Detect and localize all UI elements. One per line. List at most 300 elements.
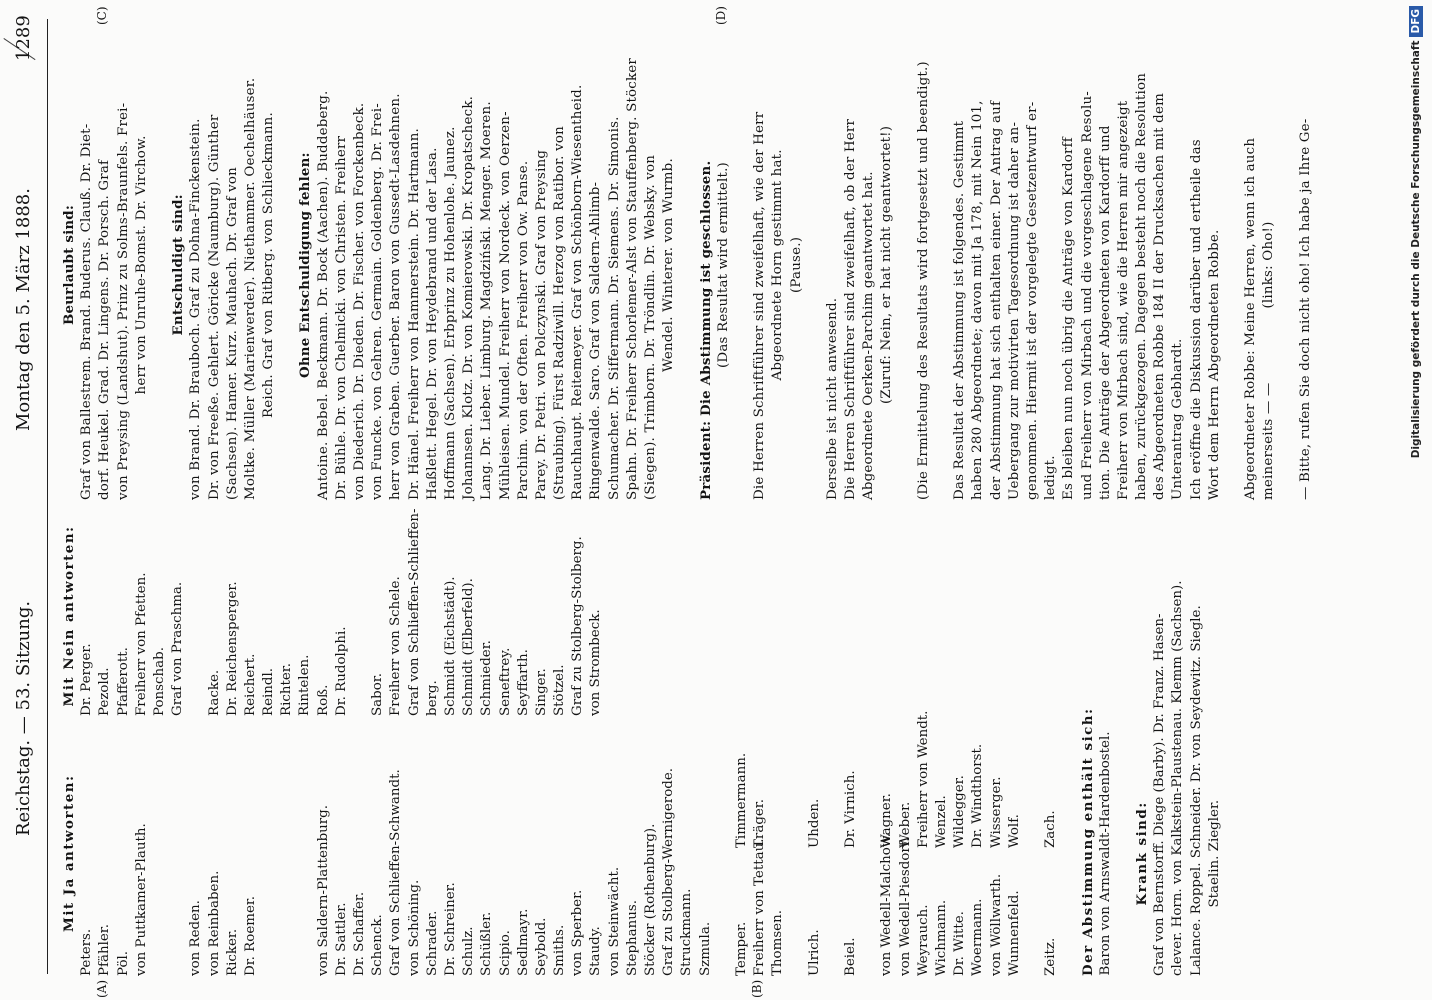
column-absences-and-minutes bbox=[60, 30, 1315, 500]
line-text: Sabor. bbox=[370, 673, 386, 716]
line-text: — Bitte, rufen Sie doch nicht oho! Ich habe ja Ihre Ge- bbox=[1297, 118, 1313, 500]
line-text: Roß. bbox=[315, 684, 331, 716]
text-line bbox=[278, 30, 296, 500]
line-text: von Sperber. bbox=[570, 889, 586, 976]
text-line bbox=[533, 516, 551, 716]
text-line bbox=[751, 731, 769, 976]
line-text: genommen. Hiermit ist der vorgelegte Gesetzentwurf er- bbox=[1024, 101, 1040, 500]
line-text: Graf zu Stolberg-Wernigerode. bbox=[661, 767, 677, 976]
text-line bbox=[187, 731, 205, 976]
column-no-votes bbox=[60, 508, 606, 716]
text-line bbox=[169, 731, 187, 976]
line-text: Abgeordnete Horn gestimmt hat. bbox=[770, 149, 786, 381]
line-text: von Puttkamer-Plauth. bbox=[133, 823, 149, 976]
text-line bbox=[187, 30, 205, 500]
text-line bbox=[369, 731, 387, 976]
text-line bbox=[969, 731, 987, 976]
line-text-right: Wisserger. bbox=[988, 776, 1004, 848]
text-line bbox=[406, 508, 424, 716]
text-line bbox=[878, 30, 896, 500]
text-line bbox=[933, 30, 951, 500]
line-text-right: (links: Oho!) bbox=[1261, 221, 1277, 309]
line-text: Seybold. bbox=[533, 917, 549, 976]
line-text: Freiherr von Pfetten. bbox=[133, 572, 149, 716]
text-line bbox=[296, 30, 314, 500]
line-text: des Abgeordneten Robbe 184 II der Drucksachen mit dem bbox=[1152, 93, 1168, 500]
text-line bbox=[515, 30, 533, 500]
text-line bbox=[1151, 613, 1169, 976]
text-line bbox=[387, 30, 405, 500]
text-line bbox=[224, 731, 242, 976]
line-text: von Strombeck. bbox=[588, 609, 604, 716]
line-text: (Die Ermittelung des Resultats wird fortgesetzt und beendigt.) bbox=[915, 61, 931, 500]
text-line bbox=[624, 30, 642, 500]
text-line bbox=[442, 731, 460, 976]
line-text: Dr. Schreiner. bbox=[442, 882, 458, 976]
running-header bbox=[13, 15, 41, 976]
text-line bbox=[1206, 30, 1224, 500]
text-line bbox=[369, 516, 387, 716]
text-line bbox=[278, 516, 296, 716]
line-text: Reindl. bbox=[261, 667, 277, 716]
text-line bbox=[1188, 605, 1206, 976]
line-text: Dr. Reichensperger. bbox=[224, 581, 240, 716]
text-line bbox=[915, 710, 933, 976]
line-text: Baron von Arnswaldt-Hardenbostel. bbox=[1097, 731, 1113, 976]
line-text: Temper. bbox=[733, 921, 749, 976]
text-line bbox=[260, 30, 278, 500]
text-line bbox=[551, 516, 569, 716]
line-text: Dr. Sattler. bbox=[333, 902, 349, 976]
text-line bbox=[387, 731, 405, 976]
line-text: Pöl. bbox=[115, 950, 131, 976]
line-text: (Das Resultat wird ermittelt.) bbox=[715, 162, 731, 368]
line-text: Ringenwalde. Saro. Graf von Saldern-Ahlimb- bbox=[588, 181, 604, 500]
text-line bbox=[1133, 30, 1151, 500]
text-line bbox=[278, 731, 296, 976]
line-text: Es bleiben nun noch übrig die Anträge von Kardorff bbox=[1061, 137, 1077, 500]
line-text: Abgeordneter Robbe: Meine Herren, wenn ich auch bbox=[1243, 137, 1259, 500]
text-line bbox=[551, 731, 569, 976]
line-text-right: Dr. Windthorst. bbox=[970, 743, 986, 848]
line-text: Woermann. bbox=[970, 898, 986, 976]
text-line bbox=[387, 516, 405, 716]
text-line bbox=[115, 516, 133, 716]
text-line bbox=[988, 731, 1006, 976]
text-line bbox=[442, 30, 460, 500]
line-text: dorf. Heukel. Grad. Dr. Lingens. Dr. Porsch. Graf bbox=[97, 159, 113, 500]
text-line bbox=[806, 30, 824, 500]
line-text: Derselbe ist nicht anwesend. bbox=[824, 297, 840, 500]
line-text: Schumacher. Dr. Siffermann. Dr. Siemens. Dr. Simonis. bbox=[606, 116, 622, 500]
line-text: von Funcke. von Gehren. Germain. Goldenberg. Dr. Frei- bbox=[370, 103, 386, 500]
line-text: herr von Graben. Guerber. Baron von Gussedt-Lasdehnen. bbox=[388, 93, 404, 500]
text-line bbox=[351, 731, 369, 976]
line-text: Schrader. bbox=[424, 910, 440, 976]
text-line bbox=[96, 731, 114, 976]
line-text: Smiths. bbox=[552, 924, 568, 976]
text-line bbox=[169, 516, 187, 716]
line-text: Wendel. Winterer. von Wurmb. bbox=[661, 158, 677, 372]
text-line bbox=[1060, 731, 1078, 976]
line-text: Seneftrey. bbox=[497, 647, 513, 716]
text-line bbox=[460, 516, 478, 716]
text-line bbox=[351, 30, 369, 500]
line-text: von Diederich. Dr. Dieden. Dr. Fischer. von Forckenbeck. bbox=[352, 102, 367, 500]
text-line bbox=[1097, 731, 1115, 976]
margin-mark-a: (A) bbox=[95, 979, 109, 998]
text-line bbox=[788, 30, 806, 500]
text-line bbox=[988, 30, 1006, 500]
line-text: Peters. bbox=[79, 928, 95, 976]
text-line bbox=[678, 30, 696, 500]
line-text: Wort dem Herrn Abgeordneten Robbe. bbox=[1206, 229, 1222, 500]
line-text: Schüßler. bbox=[479, 911, 495, 976]
line-text: Wichmann. bbox=[934, 899, 949, 976]
line-text: Sedlmayr. bbox=[515, 908, 531, 976]
line-text: Freiherr von Mirbach sind, wie die Herren mir angezeigt bbox=[1115, 100, 1131, 500]
text-line bbox=[569, 731, 587, 976]
line-text: von Wedell-Malchow. bbox=[879, 833, 895, 976]
line-text: Abgeordnete Oerken-Parchim geantwortet hat. bbox=[861, 171, 877, 500]
text-line bbox=[587, 731, 605, 976]
line-text: Freiherr von Schele. bbox=[388, 576, 404, 716]
text-line bbox=[1060, 30, 1078, 500]
text-line bbox=[1042, 731, 1060, 976]
line-text: Ricker. bbox=[224, 928, 240, 976]
line-text: Rintelen. bbox=[297, 654, 313, 716]
line-text: Reichert. bbox=[242, 653, 258, 716]
text-line bbox=[515, 516, 533, 716]
text-line bbox=[915, 30, 933, 500]
text-line bbox=[333, 731, 351, 976]
text-line bbox=[1042, 30, 1060, 500]
text-line bbox=[315, 731, 333, 976]
line-text: Singer. bbox=[533, 668, 549, 716]
text-line bbox=[497, 30, 515, 500]
text-line bbox=[187, 516, 205, 716]
text-line bbox=[151, 731, 169, 976]
line-text: der Abstimmung hat sich enthalten einer. Der Antrag auf bbox=[988, 100, 1004, 500]
text-line bbox=[478, 516, 496, 716]
text-line bbox=[96, 516, 114, 716]
line-text-right: Timmermann. bbox=[733, 752, 749, 848]
line-text: Das Resultat der Abstimmung ist folgendes. Gestimmt bbox=[952, 120, 968, 500]
text-line bbox=[1024, 30, 1042, 500]
text-line bbox=[133, 30, 151, 500]
section-heading: Der Abstimmung enthält sich: bbox=[1079, 707, 1096, 976]
line-text: (Sachsen). Hamer. Kurz. Mauhach. Dr. Graf von bbox=[224, 167, 240, 500]
text-line bbox=[151, 516, 169, 716]
text-line bbox=[315, 516, 333, 716]
line-text: Die Herren Schriftführer sind zweifelhaft, ob der Herr bbox=[843, 118, 859, 500]
text-line bbox=[788, 731, 806, 976]
line-text: meinerseits — — bbox=[1261, 382, 1277, 500]
text-line bbox=[1260, 30, 1278, 500]
text-line bbox=[224, 516, 242, 716]
section-heading: Beurlaubt sind: bbox=[61, 204, 77, 325]
text-line bbox=[206, 30, 224, 500]
line-text-right: Zach. bbox=[1043, 810, 1059, 848]
text-line bbox=[442, 516, 460, 716]
line-text: Thomsen. bbox=[770, 910, 786, 976]
margin-mark-d: (D) bbox=[714, 6, 728, 25]
line-text: Dr. von Freeße. Gehlert. Göricke (Naumburg). Günther bbox=[206, 114, 222, 500]
line-text: Stöcker (Rothenburg). bbox=[643, 823, 658, 976]
text-line bbox=[78, 30, 96, 500]
text-line bbox=[296, 731, 314, 976]
line-text: Schmidt (Elberfeld). bbox=[461, 578, 477, 716]
line-text: Racke. bbox=[206, 669, 222, 716]
line-text: Johannsen. Klotz. Dr. von Komierowski. Dr. Kropatscheck. bbox=[461, 95, 477, 500]
text-line bbox=[569, 30, 587, 500]
line-text: Antoine. Bebel. Beckmann. Dr. Bock (Aachen). Buddeberg. bbox=[315, 90, 331, 500]
margin-mark-b: (B) bbox=[750, 979, 764, 998]
text-line bbox=[660, 731, 678, 976]
text-line bbox=[878, 731, 896, 976]
line-text: Die Herren Schriftführer sind zweifelhaft, wie der Herr bbox=[752, 111, 768, 500]
text-line bbox=[715, 731, 733, 976]
line-text-right: Träger. bbox=[752, 799, 768, 848]
text-line bbox=[951, 30, 969, 500]
text-line bbox=[715, 30, 733, 500]
line-text: Parchim. von der Often. Freiherr von Ow. Panse. bbox=[515, 160, 531, 500]
line-text: Pfähler. bbox=[97, 924, 113, 976]
text-line bbox=[697, 731, 715, 976]
header-page-number: 1289 bbox=[13, 15, 34, 61]
text-line bbox=[206, 516, 224, 716]
text-line bbox=[1115, 30, 1133, 500]
section-heading: Krank sind: bbox=[1134, 801, 1151, 906]
text-line bbox=[824, 731, 842, 976]
text-line bbox=[806, 731, 824, 976]
text-line bbox=[333, 30, 351, 500]
text-line bbox=[769, 731, 787, 976]
text-line bbox=[206, 731, 224, 976]
line-text: Mühleisen. Mundel. Freiherr von Nordeck. von Oerzen- bbox=[497, 111, 513, 500]
line-text: Schulz. bbox=[461, 926, 477, 976]
line-text: von Reden. bbox=[188, 900, 204, 976]
line-text: Scipio. bbox=[497, 930, 513, 976]
text-line bbox=[660, 30, 678, 500]
dfg-logo: DFG bbox=[1409, 6, 1423, 37]
text-line bbox=[733, 731, 751, 976]
text-line bbox=[1169, 30, 1187, 500]
text-line bbox=[933, 731, 951, 976]
credit-text: Digitalisierung gefördert durch die Deutsche Forschungsgemeinschaft bbox=[1410, 40, 1422, 459]
text-line bbox=[60, 731, 78, 976]
line-text: Stötzel. bbox=[552, 664, 568, 716]
line-text-right: Uhden. bbox=[806, 798, 822, 848]
line-text: Spahn. Dr. Freiherr Schorlemer-Alst von Stauffenberg. Stöcker bbox=[624, 57, 640, 500]
text-line bbox=[315, 30, 333, 500]
line-text: Graf von Bernstorff. Diege (Barby). Dr. Franz. Hasen- bbox=[1152, 613, 1168, 976]
line-text: Schmidt (Eichstädt). bbox=[442, 576, 458, 716]
line-text: Rauchhaupt. Reitemeyer. Graf von Schönborn-Wiesentheid. bbox=[570, 84, 586, 500]
line-text: Ulrich. bbox=[806, 929, 822, 976]
text-line bbox=[424, 516, 442, 716]
text-line bbox=[1151, 30, 1169, 500]
line-text: Staelin. Ziegler. bbox=[1206, 799, 1222, 908]
line-text: Dr. Bühle. Dr. von Chelmicki. von Christen. Freiherr bbox=[333, 135, 349, 500]
text-line bbox=[1079, 30, 1097, 500]
text-line bbox=[533, 731, 551, 976]
text-line bbox=[96, 30, 114, 500]
line-text: Pfafferott. bbox=[115, 647, 131, 716]
line-text: haben, zurückgezogen. Dagegen besteht noch die Resolution bbox=[1134, 72, 1150, 500]
text-line bbox=[624, 731, 642, 976]
text-line bbox=[951, 731, 969, 976]
text-line bbox=[751, 30, 769, 500]
line-text: (Siegen). Trimborn. Dr. Tröndlin. Dr. Websky. von bbox=[643, 154, 658, 500]
digitization-credit bbox=[1403, 6, 1429, 996]
text-line bbox=[406, 30, 424, 500]
text-line bbox=[824, 30, 842, 500]
line-text-right: Weber. bbox=[897, 801, 913, 848]
line-text: Freiherr von Tettau. bbox=[752, 838, 768, 976]
text-line bbox=[60, 516, 78, 716]
text-line bbox=[242, 516, 260, 716]
text-line bbox=[478, 731, 496, 976]
section-heading: Mit Ja antworten: bbox=[61, 774, 77, 932]
line-text: Parey. Dr. Petri. von Polczynski. Graf von Preysing bbox=[533, 149, 549, 500]
line-text: Lang. Dr. Lieber. Limburg. Magdziński. Menger. Moeren. bbox=[479, 101, 495, 500]
line-text: clever. Horn. von Kalkstein-Plaustenau. Klemm (Sachsen). bbox=[1170, 580, 1186, 976]
line-text: (Zuruf: Nein, er hat nicht geantwortet!) bbox=[879, 125, 895, 404]
text-line bbox=[169, 30, 187, 500]
line-text: von Steinwächt. bbox=[606, 866, 622, 976]
line-text: Ich eröffne die Diskussion darüber und ertheile das bbox=[1188, 139, 1204, 500]
line-text: Wunnenfeld. bbox=[1006, 890, 1022, 976]
line-text: Moltke. Müller (Marienwerder). Niethammer. Oechelhäuser. bbox=[242, 77, 258, 500]
header-session: Reichstag. — 53. Sitzung. bbox=[13, 600, 34, 836]
line-text: Reich. Graf von Ritberg. von Schlieckmann. bbox=[261, 112, 277, 418]
text-line bbox=[1169, 580, 1187, 976]
text-line bbox=[1188, 30, 1206, 500]
text-line bbox=[587, 516, 605, 716]
text-line bbox=[1024, 731, 1042, 976]
line-text: Graf zu Stolberg-Stolberg. bbox=[570, 536, 586, 716]
text-line bbox=[260, 731, 278, 976]
text-line bbox=[1006, 30, 1024, 500]
line-text-right: Freiherr von Wendt. bbox=[915, 710, 931, 848]
text-line bbox=[78, 516, 96, 716]
text-line bbox=[115, 30, 133, 500]
text-line bbox=[1242, 30, 1260, 500]
text-line bbox=[478, 30, 496, 500]
line-text: Dr. Hänel. Freiherr von Hammerstein. Dr. Hartmann. bbox=[406, 128, 422, 500]
line-text: Präsident: Die Abstimmung ist geschlossen. bbox=[697, 160, 714, 500]
line-text: (Pause.) bbox=[788, 236, 804, 293]
line-text: Weyrauch. bbox=[915, 904, 931, 976]
text-line bbox=[515, 731, 533, 976]
text-line bbox=[897, 30, 915, 500]
text-line bbox=[460, 731, 478, 976]
text-line bbox=[860, 731, 878, 976]
line-text-right: Wolf. bbox=[1006, 814, 1022, 848]
line-text: Richter. bbox=[279, 663, 295, 716]
line-text: Dr. Perger. bbox=[79, 643, 95, 716]
line-text: herr von Unruhe-Bomst. Dr. Virchow. bbox=[133, 135, 149, 395]
line-text: Staudy. bbox=[588, 926, 604, 976]
line-text-right: Wagner. bbox=[879, 793, 895, 848]
text-line bbox=[897, 731, 915, 976]
line-text: von Wöllwarth. bbox=[988, 873, 1004, 976]
text-line bbox=[424, 731, 442, 976]
line-text-right: Dr. Virnich. bbox=[843, 770, 859, 848]
text-line bbox=[1206, 731, 1224, 976]
line-text: Beiel. bbox=[843, 937, 859, 976]
text-line bbox=[497, 516, 515, 716]
text-line bbox=[569, 516, 587, 716]
header-date: Montag den 5. März 1888. bbox=[13, 188, 34, 431]
line-text-right: Wenzel. bbox=[934, 795, 949, 848]
text-line bbox=[969, 30, 987, 500]
line-text: (Straubing). Fürst Radziwill. Herzog von Ratibor. von bbox=[552, 126, 568, 500]
text-line bbox=[369, 30, 387, 500]
text-line bbox=[296, 516, 314, 716]
line-text: haben 280 Abgeordnete; davon mit Ja 178, mit Nein 101, bbox=[970, 100, 986, 500]
text-line bbox=[133, 731, 151, 976]
line-text: tion. Die Anträge der Abgeordneten von Kardorff und bbox=[1097, 125, 1113, 500]
line-text: Dr. Schaffer. bbox=[352, 891, 367, 976]
text-line bbox=[1133, 731, 1151, 976]
margin-mark-c: (C) bbox=[95, 6, 109, 25]
line-text: Hoffmann (Sachsen). Erbprinz zu Hohenlohe. Jaunez. bbox=[442, 126, 458, 500]
text-line bbox=[260, 516, 278, 716]
line-text: von Brand. Dr. Brauboch. Graf zu Dohna-Finckenstein. bbox=[188, 118, 204, 500]
text-line bbox=[697, 30, 715, 500]
section-heading: Ohne Entschuldigung fehlen: bbox=[297, 152, 314, 378]
text-line bbox=[587, 30, 605, 500]
text-line bbox=[1224, 30, 1242, 500]
text-line bbox=[1279, 30, 1297, 500]
text-line bbox=[642, 30, 660, 500]
line-text: Pezold. bbox=[97, 667, 113, 716]
text-line bbox=[351, 516, 369, 716]
text-line bbox=[733, 30, 751, 500]
line-text: Ponschab. bbox=[151, 647, 167, 716]
text-line bbox=[1297, 30, 1315, 500]
text-line bbox=[151, 30, 169, 500]
text-line bbox=[551, 30, 569, 500]
text-line bbox=[606, 731, 624, 976]
text-line bbox=[769, 30, 787, 500]
line-text: Graf von Schlieffen-Schwandt. bbox=[388, 769, 404, 976]
line-text: Seyffarth. bbox=[515, 649, 531, 716]
line-text: Unterantrag Gebhardt. bbox=[1170, 338, 1186, 500]
text-line bbox=[224, 30, 242, 500]
text-line bbox=[78, 731, 96, 976]
line-text: Uebergang zur motivirten Tagesordnung ist daher an- bbox=[1006, 121, 1022, 500]
line-text: und Freiherr von Mirbach und die vorgeschlagene Resolu- bbox=[1079, 91, 1095, 500]
text-line bbox=[497, 731, 515, 976]
text-line bbox=[860, 30, 878, 500]
line-text: Dr. Rudolphi. bbox=[333, 626, 349, 716]
line-text: Dr. Roemer. bbox=[242, 895, 258, 976]
header-rule bbox=[47, 19, 48, 974]
text-line bbox=[842, 30, 860, 500]
line-text: von Schöning. bbox=[406, 879, 422, 976]
line-text-right: Wildegger. bbox=[952, 775, 968, 848]
text-line bbox=[133, 516, 151, 716]
text-line bbox=[842, 731, 860, 976]
text-line bbox=[1115, 731, 1133, 976]
line-text: von Preysing (Landshut). Prinz zu Solms-Braunfels. Frei- bbox=[115, 102, 131, 500]
line-text: berg. bbox=[424, 680, 440, 716]
line-text: von Reinbaben. bbox=[206, 870, 222, 976]
line-text: von Wedell-Piesdorf. bbox=[897, 837, 913, 976]
